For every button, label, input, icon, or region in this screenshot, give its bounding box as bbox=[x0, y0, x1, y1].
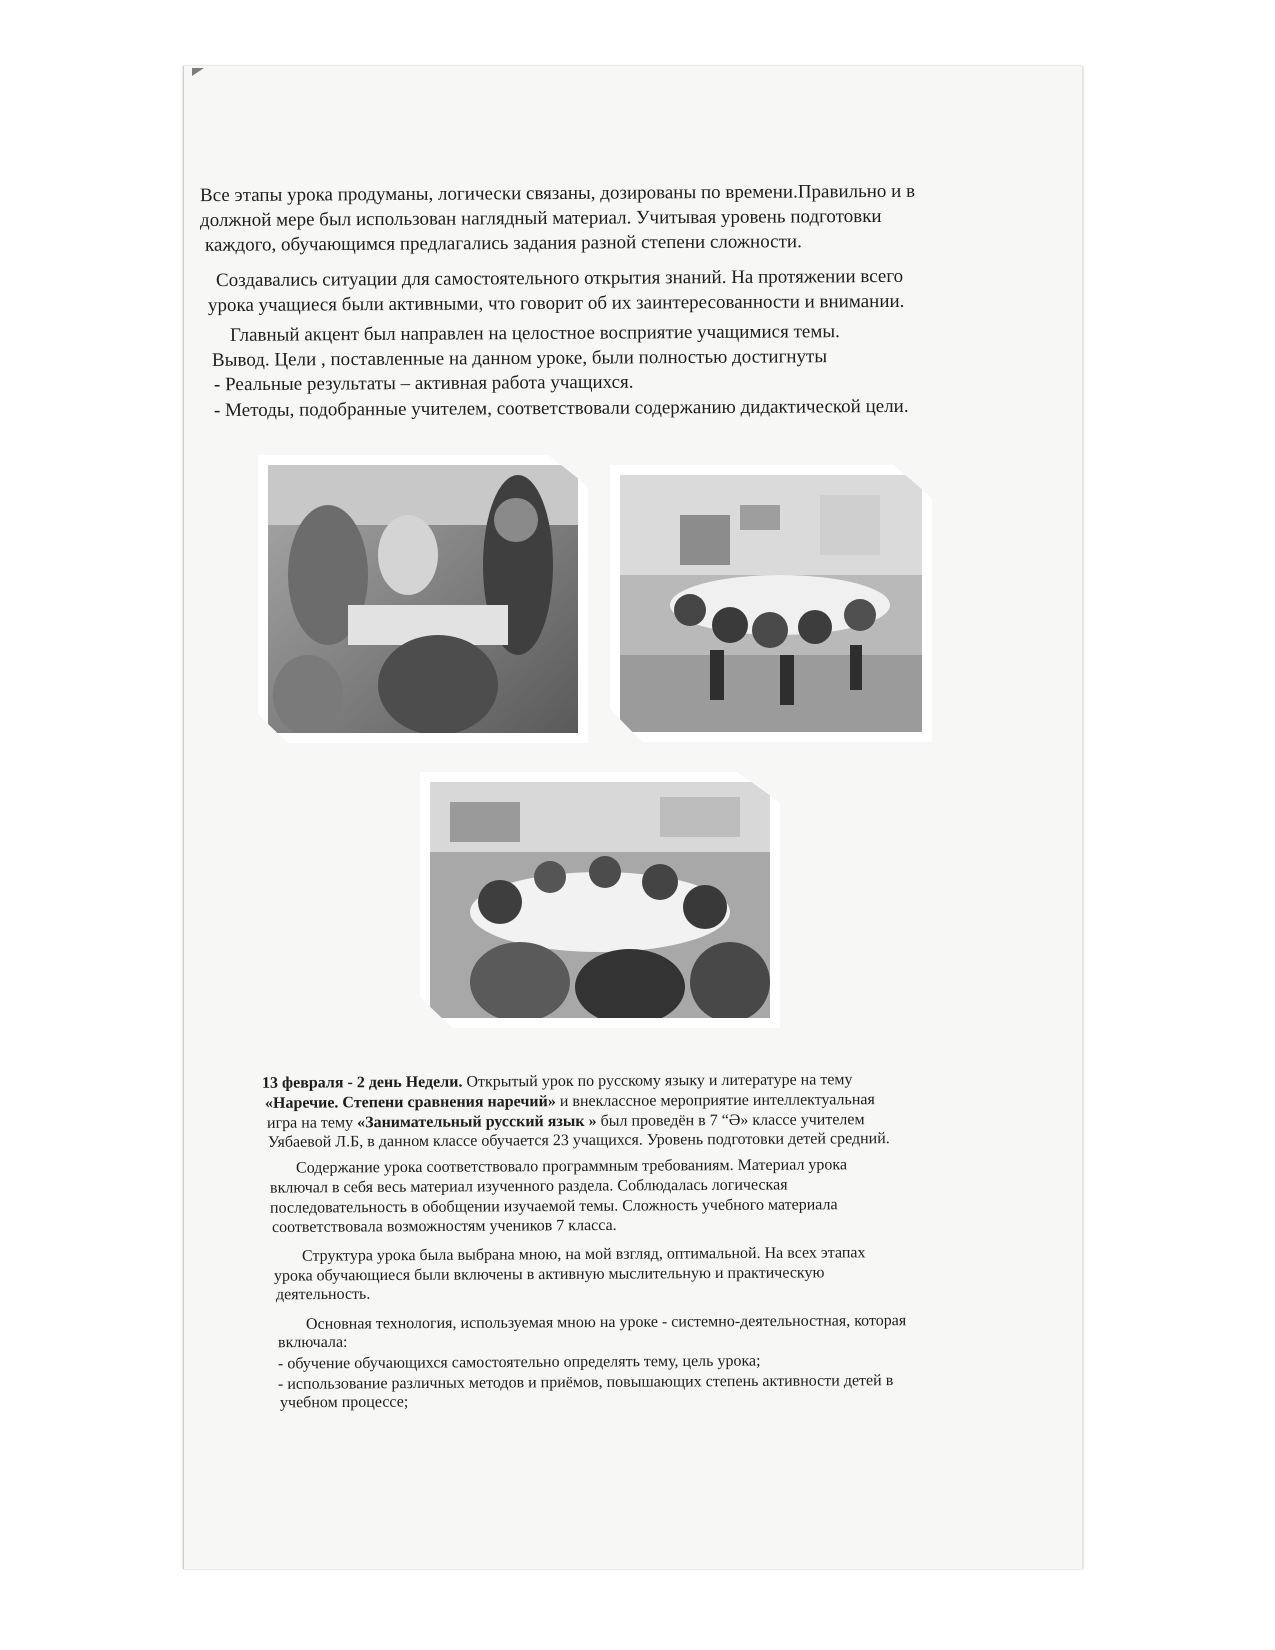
bullet-line: учебном процессе; bbox=[279, 1393, 409, 1412]
lesson-topic: «Наречие. Степени сравнения наречий» bbox=[264, 1093, 556, 1112]
text-line: должной мере был использован наглядный материал. Учитывая уровень подготовки bbox=[199, 205, 882, 232]
text-line: Все этапы урока продуманы, логически связаны, дозированы по времени.Правильно и в bbox=[199, 180, 916, 207]
bullet-line: - Методы, подобранные учителем, соответствовали содержанию дидактической цели. bbox=[213, 395, 909, 422]
event-line bbox=[265, 1090, 875, 1113]
classroom-photo-1-image bbox=[268, 465, 578, 733]
text-line: Главный акцент был направлен на целостное восприятие учащимися темы. bbox=[229, 321, 840, 346]
text-line: Основная технология, используемая мною на уроке - системно-деятельностная, которая bbox=[305, 1312, 907, 1333]
classroom-photo-1 bbox=[258, 455, 588, 743]
bullet-line: - обучение обучающихся самостоятельно определять тему, цель урока; bbox=[277, 1352, 761, 1373]
event-text: и внеклассное мероприятие интеллектуальная bbox=[555, 1091, 875, 1111]
event-text: игра на тему bbox=[266, 1114, 358, 1132]
scan-corner-mark bbox=[192, 68, 204, 76]
event-date: 13 февраля - 2 день Недели. bbox=[261, 1073, 463, 1092]
text-line: соответствовала возможностям учеников 7 класса. bbox=[271, 1216, 617, 1237]
text-line: деятельность. bbox=[275, 1285, 371, 1304]
text-line: включала: bbox=[277, 1333, 348, 1352]
event-text: был проведён в 7 “Ә» классе учителем bbox=[596, 1111, 865, 1130]
text-line: урока обучающиеся были включены в активную мыслительную и практическую bbox=[273, 1264, 825, 1285]
text-line: включал в себя весь материал изученного раздела. Соблюдалась логическая bbox=[269, 1176, 788, 1197]
classroom-photo-2 bbox=[610, 465, 932, 742]
text-line: Создавались ситуации для самостоятельного открытия знаний. На протяжении всего bbox=[215, 265, 904, 292]
text-line: каждого, обучающимся предлагались задания разной степени сложности. bbox=[204, 231, 802, 256]
text-line: последовательность в обобщении изучаемой темы. Сложность учебного материала bbox=[269, 1196, 838, 1217]
bullet-line: - использование различных методов и приёмов, повышающих степень активности детей в bbox=[277, 1372, 894, 1393]
game-topic: «Занимательный русский язык » bbox=[357, 1112, 597, 1132]
event-line: Уябаевой Л.Б, в данном классе обучается 23 учащихся. Уровень подготовки детей средний. bbox=[267, 1130, 890, 1151]
event-text: Открытый урок по русскому языку и литературе на тему bbox=[462, 1071, 853, 1091]
text-line: Структура урока была выбрана мною, на мой взгляд, оптимальной. На всех этапах bbox=[301, 1244, 866, 1265]
bullet-line: - Реальные результаты – активная работа учащихся. bbox=[213, 371, 634, 396]
conclusion-line: Вывод. Цели , поставленные на данном уроке, были полностью достигнуты bbox=[211, 346, 828, 371]
text-line: Содержание урока соответствовало программным требованиям. Материал урока bbox=[295, 1156, 848, 1177]
classroom-photo-3-image bbox=[430, 782, 770, 1018]
classroom-photo-2-image bbox=[620, 475, 922, 732]
classroom-photo-3 bbox=[420, 772, 780, 1028]
text-line: урока учащиеся были активными, что говорит об их заинтересованности и внимании. bbox=[207, 290, 905, 317]
event-line bbox=[262, 1070, 853, 1093]
